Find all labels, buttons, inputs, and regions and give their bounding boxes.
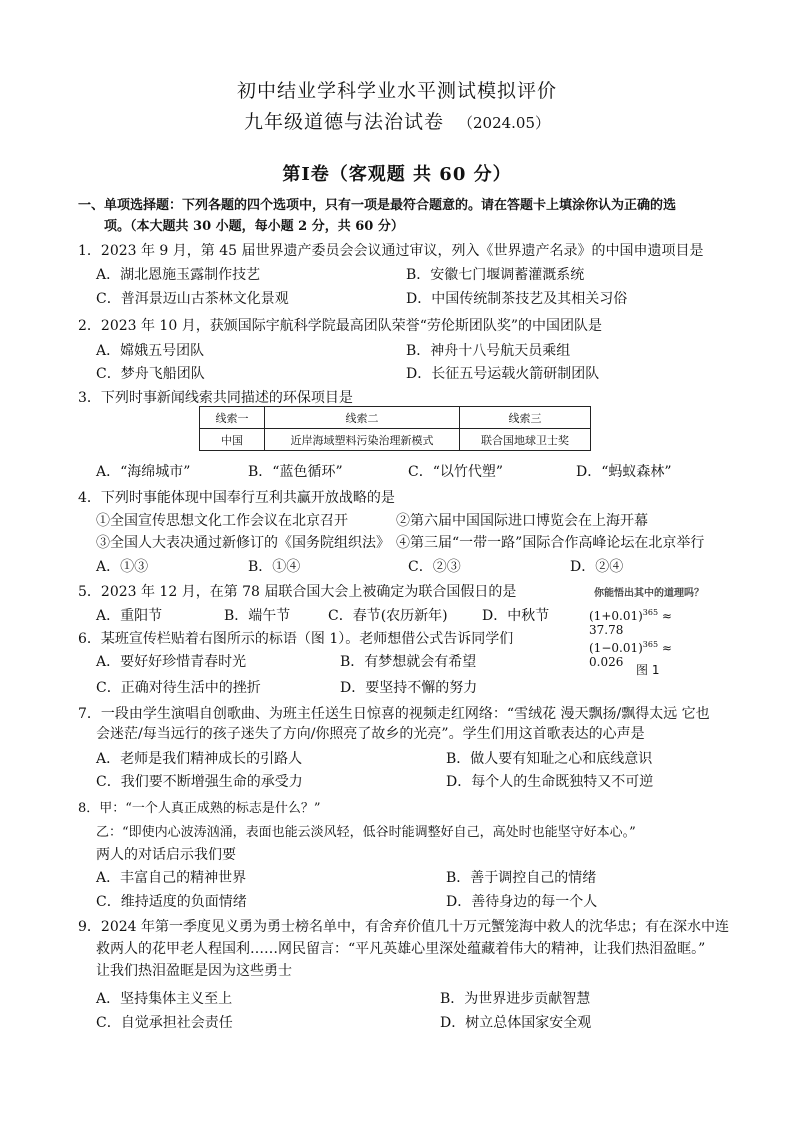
q5-stem: 5．2023 年 12 月，在第 78 届联合国大会上被确定为联合国假日的是 [78,584,517,600]
q6-option-b: B．有梦想就会有希望 [340,654,477,670]
q7-stem-line2: 会迷茫/每当远行的孩子迷失了方向/你照亮了故乡的光亮”。学生们用这首歌表达的心声是 [96,726,645,742]
q3-option-a: A．“海绵城市” [96,464,191,480]
q9-option-a: A．坚持集体主义至上 [96,991,233,1007]
q1-option-a: A．湖北恩施玉露制作技艺 [96,267,261,283]
q4-item-3: ③全国人大表决通过新修订的《国务院组织法》 [96,535,390,551]
q6-stem: 6．某班宣传栏贴着右图所示的标语（图 1）。老师想借公式告诉同学们 [78,631,514,647]
q5-option-c: C．春节(农历新年) [328,608,448,624]
figure-1 [586,584,706,677]
clue-table-row [200,429,591,451]
formula-plus-value: ≈ 37.78 [589,609,672,637]
q8-option-c: C．维持适度的负面情绪 [96,894,247,910]
exam-title: 初中结业学科学业水平测试模拟评价 [236,80,557,102]
q4-option-d: D．②④ [570,559,624,575]
q8-option-d: D．善待身边的每一个人 [446,894,598,910]
q8-line2: 乙：“即使内心波涛汹涌，表面也能云淡风轻，低谷时能调整好自己，高处时也能坚守好本心。” [96,825,636,840]
q8-option-b: B．善于调控自己的情绪 [446,870,597,886]
figure-heading: 你能悟出其中的道理吗？ [594,588,704,599]
q2-option-d: D．长征五号运载火箭研制团队 [406,366,600,382]
q4-item-2: ②第六届中国国际进口博览会在上海开幕 [396,513,648,529]
q7-option-d: D．每个人的生命既独特又不可逆 [446,774,654,790]
q1-stem: 1．2023 年 9 月，第 45 届世界遗产委员会会议通过审议，列入《世界遗产名录》的中国申遗项目是 [78,243,704,259]
q4-item-4: ④第三届“一带一路”国际合作高峰论坛在北京举行 [396,535,705,551]
formula-plus-exponent: 365 [642,608,659,617]
q2-stem: 2．2023 年 10 月，获颁国际宇航科学院最高团队荣誉“劳伦斯团队奖”的中国团队是 [78,318,603,334]
clue-cell-2: 近岸海域塑料污染治理新模式 [265,429,460,451]
q1-option-c: C．普洱景迈山古茶林文化景观 [96,291,289,307]
formula-minus-value: ≈ 0.026 [589,641,672,669]
q4-option-a: A．①③ [96,559,149,575]
q7-stem-line1: 7．一段由学生演唱自创歌曲、为班主任送生日惊喜的视频走红网络：“雪绒花 漫天飘扬/飘得太远 它也 [78,706,710,722]
q7-option-b: B．做人要有知耻之心和底线意识 [446,751,653,767]
clue-cell-3: 联合国地球卫士奖 [460,429,591,451]
q2-option-b: B．神舟十八号航天员乘组 [406,343,571,359]
q9-line2: 救两人的花甲老人程国利……网民留言：“平凡英雄心里深处蕴藏着伟大的精神，让我们热泪盈眶。” [96,941,706,957]
q9-option-d: D．树立总体国家安全观 [440,1015,592,1031]
clue-cell-1: 中国 [200,429,265,451]
formula-plus [589,608,706,637]
q3-stem: 3．下列时事新闻线索共同描述的环保项目是 [78,390,353,406]
formula-minus-base: (1−0.01) [589,641,643,655]
q4-option-c: C．②③ [408,559,461,575]
q4-item-1: ①全国宣传思想文化工作会议在北京召开 [96,513,348,529]
q1-option-b: B．安徽七门堰调蓄灌溉系统 [406,267,585,283]
q8-line1: 8．甲：“一个人真正成熟的标志是什么？” [78,801,321,816]
q7-option-a: A．老师是我们精神成长的引路人 [96,751,303,767]
formula-minus-exponent: 365 [642,640,659,649]
q8-line3: 两人的对话启示我们要 [96,847,236,863]
q5-option-a: A．重阳节 [96,608,163,624]
exam-date: （2024.05） [457,114,551,132]
q7-option-c: C．我们要不断增强生命的承受力 [96,774,303,790]
q5-option-d: D．中秋节 [482,608,550,624]
q4-stem: 4．下列时事能体现中国奉行互利共赢开放战略的是 [78,490,395,506]
q2-option-c: C．梦舟飞船团队 [96,366,205,382]
q6-option-d: D．要坚持不懈的努力 [340,680,478,696]
subject-title: 九年级道德与法治试卷 [243,111,444,133]
section-instruction-line2: 项。（本大题共 30 小题，每小题 2 分，共 60 分） [104,219,404,234]
q3-option-c: C．“以竹代塑” [408,464,504,480]
clue-header-1: 线索一 [200,407,265,429]
q9-option-c: C．自觉承担社会责任 [96,1015,233,1031]
figure-caption: 图 1 [636,663,660,677]
clue-header-3: 线索三 [460,407,591,429]
section-instruction-line1: 一、单项选择题：下列各题的四个选项中，只有一项是最符合题意的。请在答题卡上填涂你认为正确的选 [78,198,677,213]
q3-option-d: D．“蚂蚁森林” [576,464,672,480]
exam-subtitle [0,107,794,134]
formula-plus-base: (1+0.01) [589,609,643,623]
q6-option-c: C．正确对待生活中的挫折 [96,680,261,696]
q9-line3: 让我们热泪盈眶是因为这些勇士 [96,963,292,979]
q5-option-b: B．端午节 [224,608,291,624]
q4-option-b: B．①④ [248,559,301,575]
clue-header-2: 线索二 [265,407,460,429]
part-title: 第Ⅰ卷（客观题 共 60 分） [282,164,512,185]
q1-option-d: D．中国传统制茶技艺及其相关习俗 [406,291,628,307]
q6-option-a: A．要好好珍惜青春时光 [96,654,247,670]
clue-table [199,406,591,451]
q2-option-a: A．嫦娥五号团队 [96,343,205,359]
q9-option-b: B．为世界进步贡献智慧 [440,991,591,1007]
q9-line1: 9．2024 年第一季度见义勇为勇士榜名单中，有舍弃价值几十万元蟹笼海中救人的沈华忠；有在深水中连 [78,919,729,935]
clue-table-header [200,407,591,429]
q8-option-a: A．丰富自己的精神世界 [96,870,247,886]
q3-option-b: B．“蓝色循环” [248,464,343,480]
